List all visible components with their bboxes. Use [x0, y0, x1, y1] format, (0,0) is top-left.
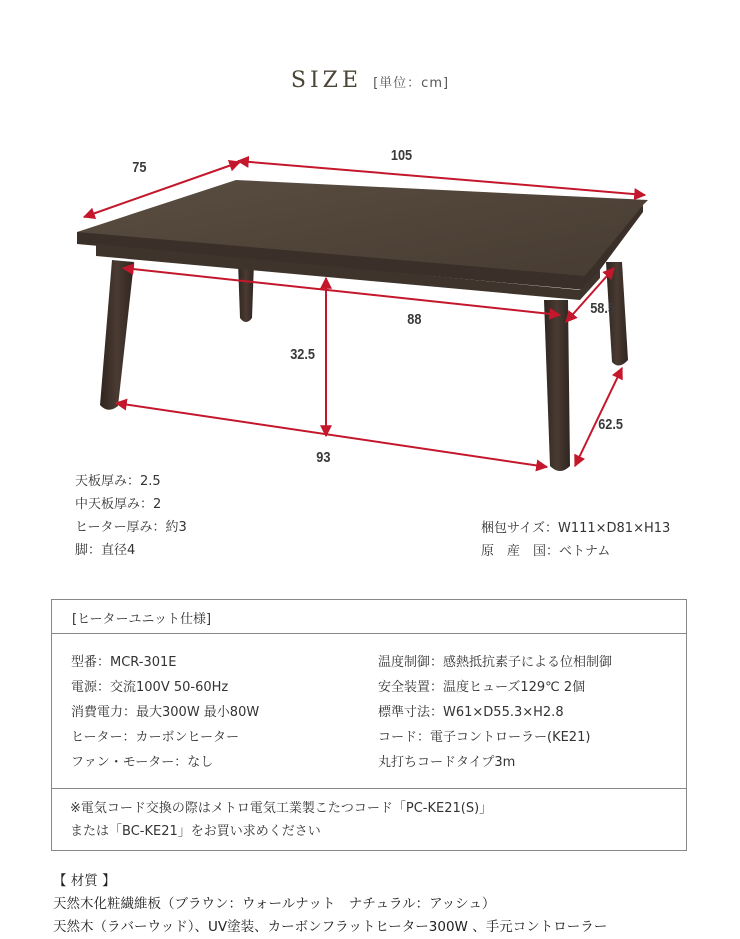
dim-inner-depth: 58.5 [590, 300, 616, 317]
dim-inner-width: 88 [407, 311, 422, 328]
heater-right-3: コード：電子コントローラー(KE21) [378, 730, 591, 745]
heater-spec-title: [ヒーターユニット仕様] [72, 612, 212, 627]
specs-right [481, 517, 670, 563]
material-line-2: 天然木（ラバーウッド）、UV塗装、カーボンフラットヒーター300W 、手元コントローラー [53, 919, 608, 935]
heater-left-3: ヒーター：カーボンヒーター [71, 730, 239, 745]
dim-depth-top: 75 [132, 159, 147, 176]
size-unit: [単位：cm] [373, 76, 450, 91]
heater-note-line-1: ※電気コード交換の際はメトロ電気工業製こたつコード「PC-KE21(S)」 [70, 801, 493, 816]
heater-left-4: ファン・モーター：なし [71, 755, 214, 770]
dim-bottom-depth: 62.5 [598, 416, 624, 433]
spec-origin: 原 産 国：ベトナム [481, 544, 611, 559]
spec-top-thickness: 天板厚み：2.5 [75, 474, 161, 489]
heater-note-line-2: または「BC-KE21」をお買い求めください [70, 824, 321, 839]
spec-leg-diameter: 脚：直径4 [75, 543, 136, 558]
arrow-bottom-width [116, 403, 547, 467]
heater-left-0: 型番：MCR-301E [71, 655, 177, 670]
heater-right-2: 標準寸法：W61×D55.3×H2.8 [378, 705, 564, 720]
spec-heater-thickness: ヒーター厚み：約3 [75, 520, 187, 535]
heater-left-1: 電源：交流100V 50-60Hz [71, 680, 229, 695]
front-right-leg [544, 300, 570, 471]
material-section [53, 870, 607, 939]
material-line-1: 天然木化粧繊維板（ブラウン：ウォールナット ナチュラル：アッシュ） [53, 896, 496, 912]
front-left-leg [100, 260, 134, 410]
spec-package-size: 梱包サイズ：W111×D81×H13 [481, 521, 671, 536]
heater-spec-box [51, 599, 687, 851]
back-left-leg [238, 262, 254, 322]
heater-spec-header [52, 600, 686, 634]
heater-right-4: 丸打ちコードタイプ3m [378, 755, 516, 770]
material-header: 【 材質 】 [53, 873, 116, 889]
specs-left [75, 470, 187, 562]
spec-middle-thickness: 中天板厚み：2 [75, 497, 162, 512]
dim-width-top: 105 [390, 147, 413, 164]
dim-height: 32.5 [290, 346, 316, 363]
heater-left-2: 消費電力：最大300W 最小80W [71, 705, 260, 720]
dim-bottom-width: 93 [316, 449, 331, 466]
heater-right-1: 安全装置：温度ヒューズ129℃ 2個 [378, 680, 586, 695]
heater-note [52, 788, 686, 851]
size-title: SIZE [290, 68, 363, 93]
heater-right-0: 温度制御：感熱抵抗素子による位相制御 [378, 655, 613, 670]
